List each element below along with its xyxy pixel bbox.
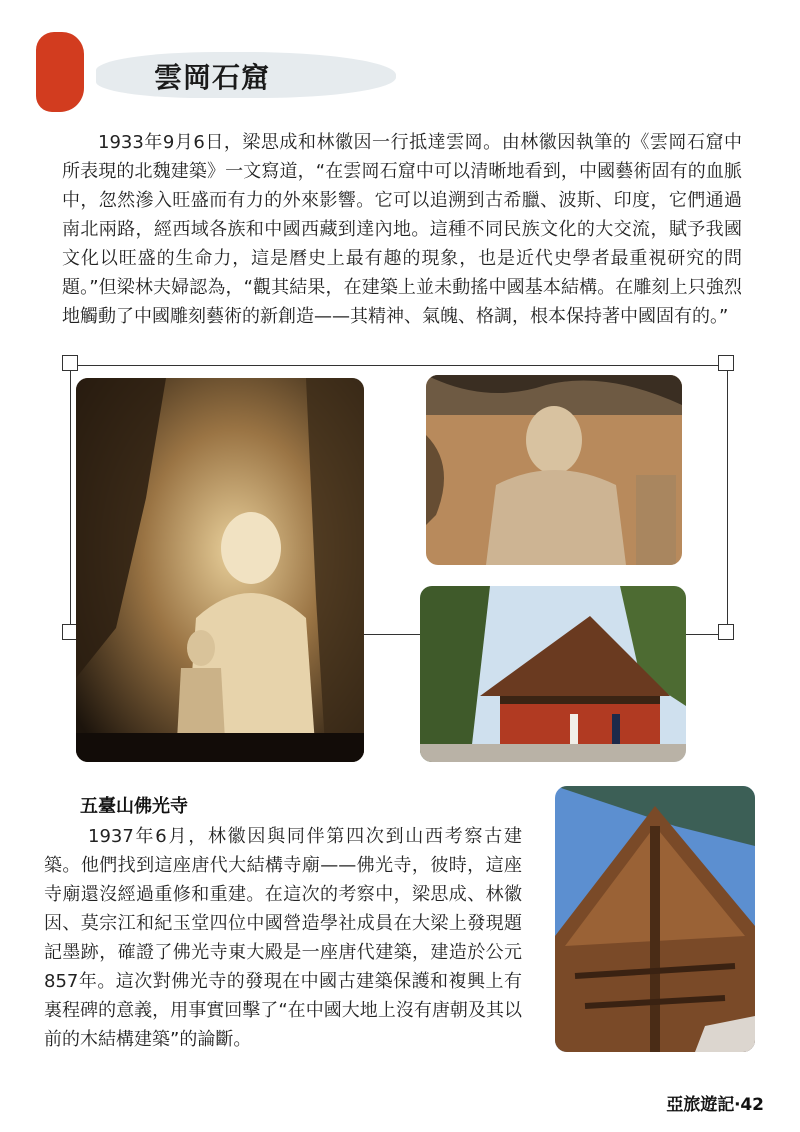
photo-yungang-giant-buddha (426, 375, 682, 565)
frame-corner-top-left (62, 355, 78, 371)
intro-paragraph: 1933年9月6日，梁思成和林徽因一行抵達雲岡。由林徽因執筆的《雲岡石窟中所表現的北魏建築》一文寫道，“在雲岡石窟中可以清晰地看到，中國藝術固有的血脈中，忽然滲入旺盛而有力的外來影響。它可以追溯到古希臘、波斯、印度，它們通過南北兩路，經西域各族和中國西藏到達內地。這種不同民族文化的大交流，賦予我國文化以旺盛的生命力，這是曆史上最有趣的現象，也是近代史學者最重視研究的問題。”但梁林夫婦認為，“觀其結果，在建築上並未動搖中國基本結構。在雕刻上只強烈地觸動了中國雕刻藝術的新創造——其精神、氣魄、格調，根本保持著中國固有的。” (62, 132, 742, 327)
frame-corner-top-right (718, 355, 734, 371)
photo-wooden-eaves-brackets (555, 786, 755, 1052)
foguang-paragraph: 1937年6月，林徽因與同伴第四次到山西考察古建築。他們找到這座唐代大結構寺廟——佛光寺，彼時，這座寺廟還沒經過重修和重建。在這次的考察中，梁思成、林徽因、莫宗江和紀玉堂四位中國營造學社成員在大梁上發現題記墨跡，確證了佛光寺東大殿是一座唐代建築，建造於公元857年。這次對佛光寺的發現在中國古建築保護和複興上有裏程碑的意義，用事實回擊了“在中國大地上沒有唐朝及其以前的木結構建築”的論斷。 (44, 826, 522, 1050)
page-title: 雲岡石窟 (154, 61, 271, 94)
section-subtitle: 五臺山佛光寺 (80, 796, 188, 817)
page-number-label: 亞旅遊記‧42 (666, 1095, 764, 1115)
photo-cave-buddha-interior (76, 378, 364, 762)
photo-foguang-temple-hall (420, 586, 686, 762)
red-brush-mark (36, 32, 84, 112)
frame-corner-bottom-right (718, 624, 734, 640)
